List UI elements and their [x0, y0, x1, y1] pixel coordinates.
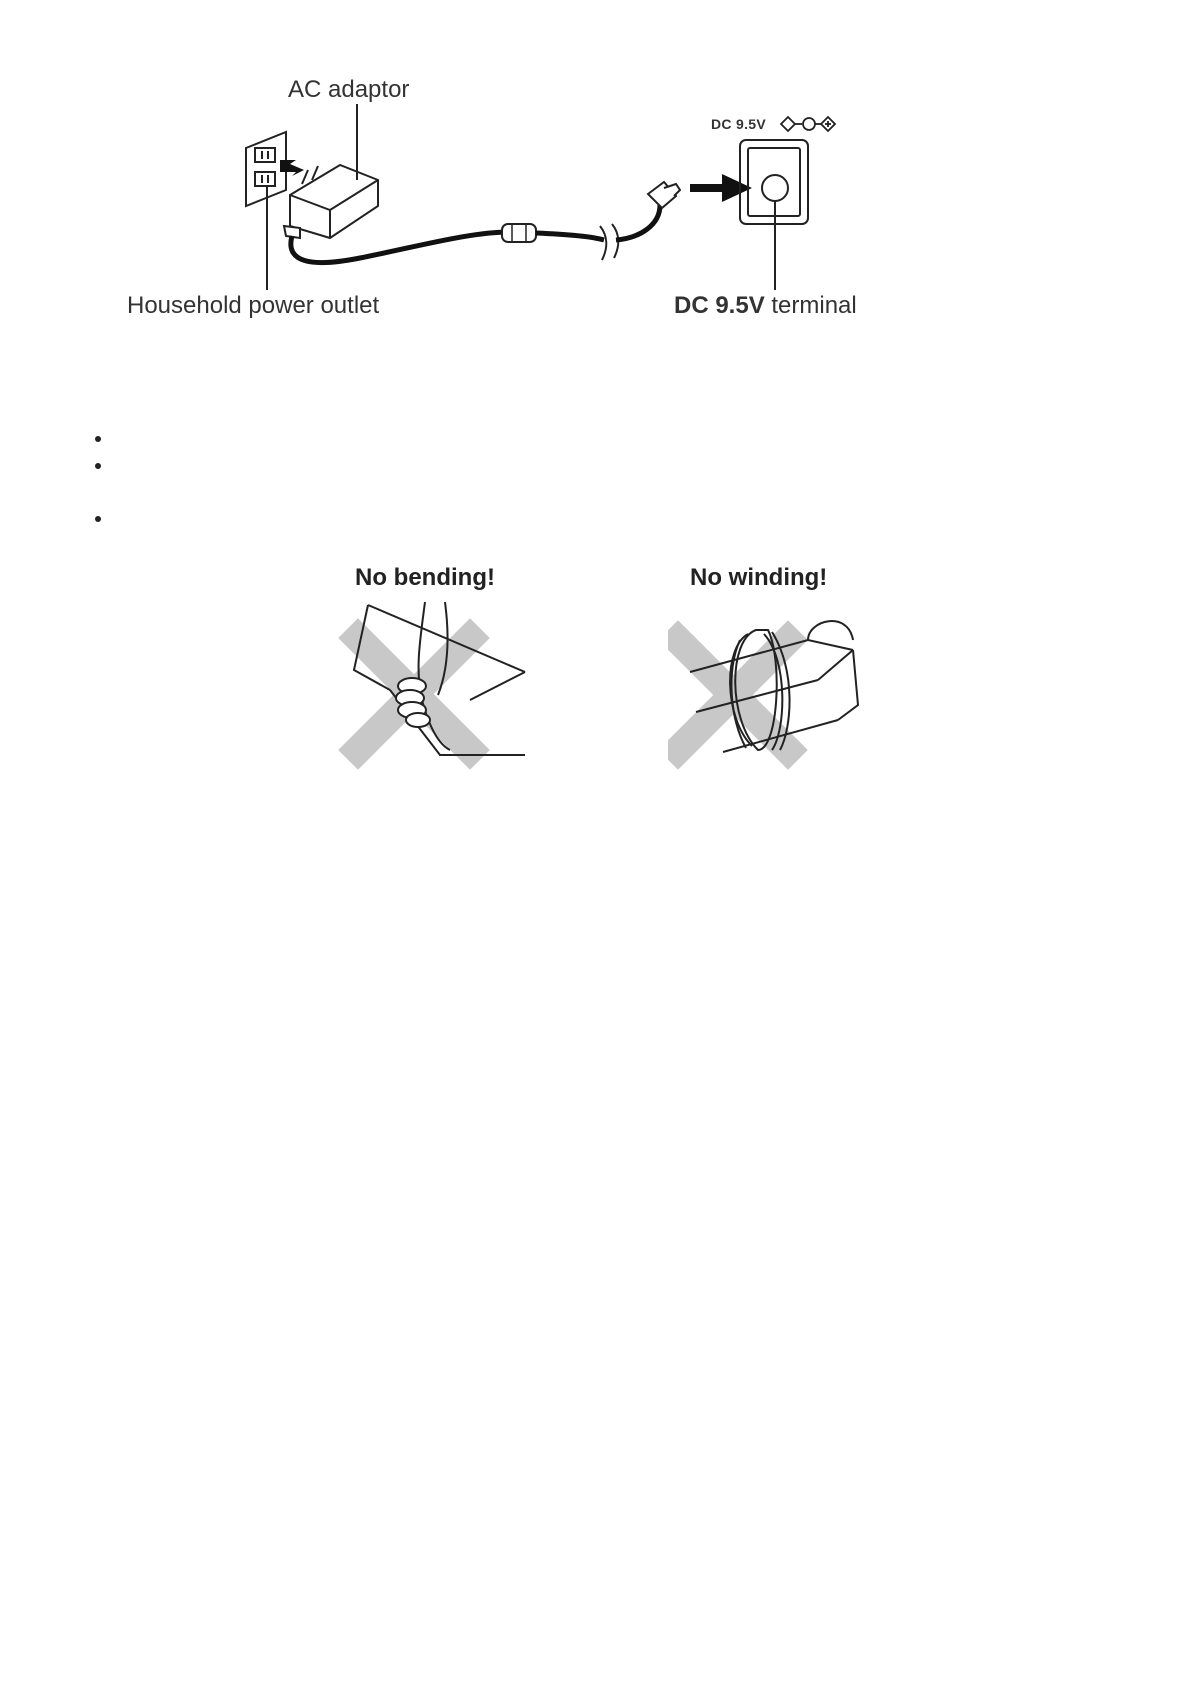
terminal-label-bold: DC 9.5V [674, 292, 765, 319]
connection-diagram [0, 0, 1190, 340]
terminal-label [674, 292, 857, 320]
no-winding-heading: No winding! [690, 564, 828, 591]
list-bullet [95, 463, 101, 469]
polarity-symbol-icon [781, 117, 835, 131]
list-bullet [95, 436, 101, 442]
ac-adaptor-label: AC adaptor [288, 76, 410, 103]
outlet-label: Household power outlet [127, 292, 380, 319]
terminal-marking: DC 9.5V [711, 116, 767, 132]
ac-adaptor-icon [284, 165, 378, 238]
arrow-icon [690, 174, 752, 202]
list-bullet [95, 516, 101, 522]
terminal-label-rest: terminal [771, 292, 857, 319]
plug-icon [648, 182, 680, 208]
no-bending-illustration [330, 600, 530, 770]
no-winding-illustration [668, 600, 878, 770]
no-bending-heading: No bending! [355, 564, 495, 591]
